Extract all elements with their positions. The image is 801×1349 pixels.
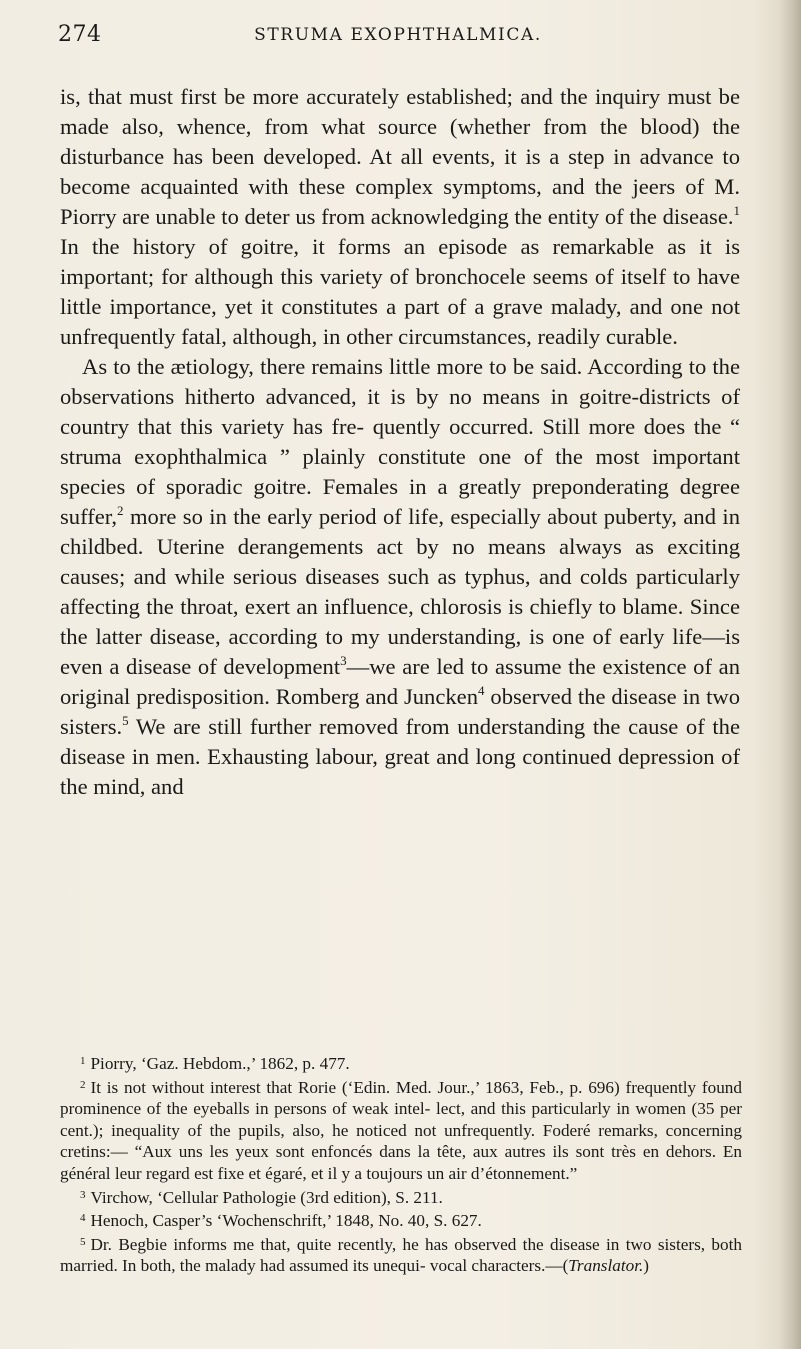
footnote-text: Henoch, Casper’s ‘Wochenschrift,’ 1848, No. 40, S. 627. (90, 1211, 482, 1231)
footnote-mark: 3 (80, 1188, 86, 1201)
paragraph (60, 82, 740, 352)
footnote-1 (60, 1051, 742, 1075)
footnotes (60, 1051, 742, 1277)
footnote-4 (60, 1208, 742, 1232)
footnote-5 (60, 1232, 742, 1277)
footnote-mark: 4 (80, 1212, 86, 1225)
running-head: STRUMA EXOPHTHALMICA. (254, 25, 542, 45)
page-edge-shadow (779, 0, 801, 1349)
footnote-3 (60, 1185, 742, 1209)
footnote-ref: 1 (733, 203, 740, 218)
paragraph (60, 352, 740, 802)
footnote-2 (60, 1075, 742, 1185)
footnote-text: Dr. Begbie informs me that, quite recently, he has observed the disease in two sisters, both married. In both, the malady had assumed its unequi- vocal characters.—( (60, 1234, 742, 1276)
text-run: As to the ætiology, there remains little more to be said. According to the observations hitherto advanced, it is by no means in goitre-districts of country that this variety has fre- quently occurred. Still more does the “ struma exophthalmica ” plainly constitute one of the most important species of sporadic goitre. Females in a greatly preponderating degree suffer, (60, 354, 740, 529)
text-run: is, that must first be more accurately established; and the inquiry must be made also, whence, from what source (whether from the blood) the disturbance has been developed. At all events, it is a step in advance to become acquainted with these complex symptoms, and the jeers of M. Piorry are unable to deter us from acknowledging the entity of the disease. (60, 84, 740, 229)
page-header (58, 22, 738, 62)
footnote-ref: 2 (117, 503, 124, 518)
footnote-mark: 2 (80, 1078, 86, 1091)
main-text (60, 82, 740, 802)
footnote-text: Piorry, ‘Gaz. Hebdom.,’ 1862, p. 477. (90, 1054, 350, 1073)
footnote-ref: 4 (478, 683, 485, 698)
footnote-ref: 5 (122, 713, 129, 728)
text-run: We are still further removed from understanding the cause of the disease in men. Exhausting labour, great and long continued depression of the mind, and (60, 714, 740, 799)
text-run: observed the disease in two sisters. (60, 684, 740, 739)
translator-note: Translator. (568, 1256, 644, 1276)
footnote-text: Virchow, ‘Cellular Pathologie (3rd edition), S. 211. (90, 1187, 443, 1207)
page-number: 274 (58, 22, 102, 47)
footnote-text-close: ) (643, 1256, 650, 1276)
footnote-text: It is not without interest that Rorie (‘Edin. Med. Jour.,’ 1863, Feb., p. 696) frequently found prominence of the eyeballs in persons of weak intel- lect, and this particularly in women (35 per cent.); inequality of the pupils, also, he noticed not unfrequently. Foderé remarks, concerning cretins:— “Aux uns les yeux sont enfoncés dans la tête, aux autres ils sont très en dehors. En général leur regard est fixe et égaré, et il y a toujours un air d’étonnement.” (60, 1077, 742, 1183)
footnote-mark: 5 (80, 1235, 86, 1248)
footnote-mark: 1 (80, 1055, 86, 1067)
footnote-ref: 3 (340, 653, 347, 668)
text-run: In the history of goitre, it forms an episode as remarkable as it is important; for although this variety of bronchocele seems of itself to have little importance, yet it constitutes a part of a grave malady, and one not unfrequently fatal, although, in other circumstances, readily curable. (60, 234, 740, 349)
text-run: more so in the early period of life, especially about puberty, and in childbed. Uterine derangements act by no means always as exciting causes; and while serious diseases such as typhus, and colds particularly affecting the throat, exert an influence, chlorosis is chiefly to blame. Since the latter disease, according to my understanding, is one of early life—is even a disease of development (60, 504, 740, 679)
text-run: —we are led to assume the existence of an original predisposition. Romberg and Juncken (60, 654, 740, 709)
